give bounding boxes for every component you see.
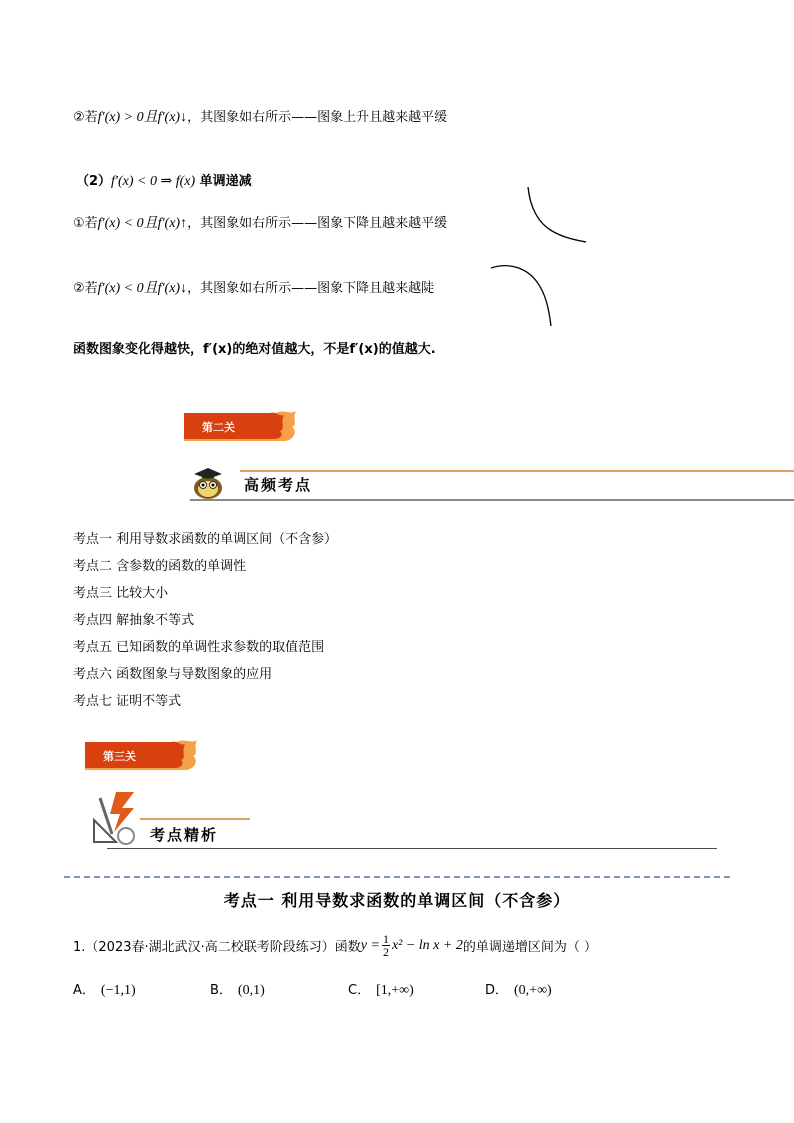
section3-rule bbox=[107, 848, 717, 849]
option-b[interactable] bbox=[210, 979, 265, 999]
topic-item: 考点二 含参数的函数的单调性 bbox=[73, 559, 247, 574]
case-label: ②若 bbox=[73, 281, 98, 296]
curve-decreasing-steepening bbox=[487, 262, 562, 332]
option-value: (−1,1) bbox=[100, 983, 136, 998]
case-label: ②若 bbox=[73, 110, 98, 125]
case-label: （2） bbox=[76, 174, 112, 189]
case-decrease-b bbox=[73, 277, 434, 297]
case-expression: f′(x) < 0且f′(x)↓ bbox=[97, 281, 188, 296]
section2-title-topline bbox=[240, 470, 794, 472]
case-decrease-a bbox=[73, 212, 447, 232]
option-label: A． bbox=[73, 983, 95, 998]
case-description: ，其图象如右所示——图象下降且越来越平缓 bbox=[187, 216, 448, 231]
case-label: ①若 bbox=[73, 216, 98, 231]
curve-decreasing-flattening bbox=[520, 185, 595, 247]
option-d[interactable] bbox=[485, 979, 552, 999]
question-prompt: 的单调递增区间为（ ） bbox=[462, 940, 597, 955]
option-a[interactable] bbox=[73, 979, 136, 999]
drafting-tools-icon bbox=[90, 790, 146, 852]
topic-item: 考点三 比较大小 bbox=[73, 586, 169, 601]
section2-ribbon bbox=[182, 409, 300, 443]
option-label: D． bbox=[485, 983, 509, 998]
section3-ribbon bbox=[83, 738, 201, 772]
topic-item: 考点五 已知函数的单调性求参数的取值范围 bbox=[73, 640, 325, 655]
section2-mascot-icon bbox=[190, 462, 226, 504]
option-label: C． bbox=[348, 983, 371, 998]
option-value: [1,+∞) bbox=[376, 983, 414, 998]
case-description: ，其图象如右所示——图象上升且越来越平缓 bbox=[187, 110, 448, 125]
section3-ribbon-label: 第三关 bbox=[103, 750, 136, 763]
case-description: 单调递减 bbox=[195, 174, 252, 189]
case-decrease-heading bbox=[76, 170, 252, 190]
topic-item: 考点一 利用导数求函数的单调区间（不含参） bbox=[73, 532, 338, 547]
option-c[interactable] bbox=[348, 979, 414, 999]
case-expression: f′(x) < 0 ⇒ f(x) bbox=[111, 174, 196, 189]
section2-title: 高频考点 bbox=[244, 476, 313, 494]
option-value: (0,+∞) bbox=[514, 983, 552, 998]
fraction-numerator: 1 bbox=[382, 932, 389, 946]
case-increase-b bbox=[73, 106, 447, 126]
section3-title: 考点精析 bbox=[150, 826, 219, 844]
case-expression: f′(x) > 0且f′(x)↓ bbox=[97, 110, 188, 125]
dashed-separator bbox=[64, 876, 730, 878]
function-lhs: y = bbox=[360, 937, 380, 953]
topic1-heading: 考点一 利用导数求函数的单调区间（不含参） bbox=[223, 891, 571, 910]
topic-item: 考点四 解抽象不等式 bbox=[73, 613, 195, 628]
note-text: 函数图象变化得越快，f′(x)的绝对值越大，不是f′(x)的值越大. bbox=[73, 342, 436, 357]
case-description: ，其图象如右所示——图象下降且越来越陡 bbox=[187, 281, 435, 296]
question-1 bbox=[73, 933, 597, 958]
option-label: B． bbox=[210, 983, 232, 998]
topic-item: 考点七 证明不等式 bbox=[73, 694, 182, 709]
option-value: (0,1) bbox=[237, 983, 265, 998]
section2-rule bbox=[190, 499, 794, 501]
section3-title-topline bbox=[140, 818, 250, 820]
fraction bbox=[382, 933, 390, 958]
section2-ribbon-label: 第二关 bbox=[202, 421, 235, 434]
question-source: 1.（2023春·湖北武汉·高二校联考阶段练习）函数 bbox=[73, 940, 361, 955]
fraction-denominator: 2 bbox=[382, 945, 389, 959]
case-expression: f′(x) < 0且f′(x)↑ bbox=[97, 216, 188, 231]
function-rest: x² − ln x + 2 bbox=[391, 937, 463, 953]
topic-item: 考点六 函数图象与导数图象的应用 bbox=[73, 667, 273, 682]
